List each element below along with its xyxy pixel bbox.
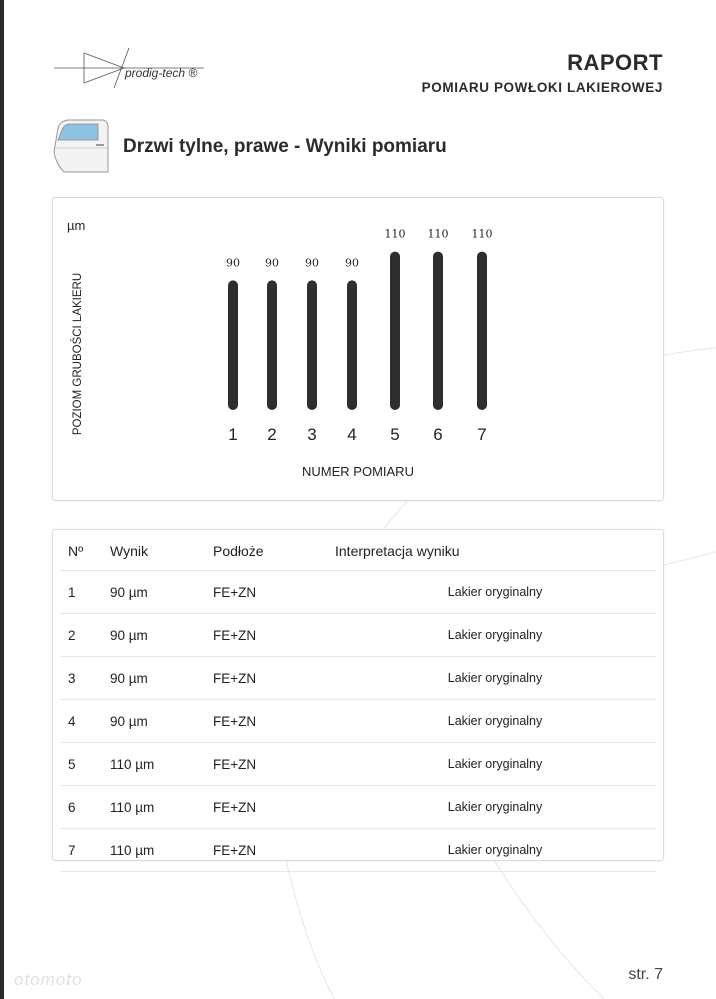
bar-6 xyxy=(433,252,443,410)
bar-3 xyxy=(307,280,317,410)
page-number: str. 7 xyxy=(628,966,663,983)
cell-no: 3 xyxy=(60,657,109,700)
x-tick-label: 6 xyxy=(433,425,443,444)
cell-podloze: FE+ZN xyxy=(201,700,334,743)
cell-wynik: 110 µm xyxy=(109,829,201,872)
x-tick-label: 7 xyxy=(477,425,487,444)
table-row xyxy=(60,700,656,743)
y-axis-label: POZIOM GRUBOŚCI LAKIERU xyxy=(72,272,84,436)
bar-value-label: 110 xyxy=(471,227,493,241)
cell-wynik: 110 µm xyxy=(109,786,201,829)
cell-no: 4 xyxy=(60,700,109,743)
car-door-icon xyxy=(52,116,112,178)
x-tick-label: 5 xyxy=(390,425,400,444)
bar-chart xyxy=(53,198,663,498)
cell-interpretacja: Lakier oryginalny xyxy=(334,700,656,743)
table-row xyxy=(60,786,656,829)
table-row xyxy=(60,571,656,614)
report-subtitle: POMIARU POWŁOKI LAKIEROWEJ xyxy=(421,80,663,95)
table-row xyxy=(60,614,656,657)
header-interpretacja: Interpretacja wyniku xyxy=(334,532,656,571)
x-tick-label: 4 xyxy=(347,425,357,444)
cell-podloze: FE+ZN xyxy=(201,786,334,829)
watermark: otomoto xyxy=(14,970,83,989)
cell-no: 1 xyxy=(60,571,109,614)
table-row xyxy=(60,743,656,786)
bar-value-label: 90 xyxy=(305,256,319,270)
cell-podloze: FE+ZN xyxy=(201,829,334,872)
results-table xyxy=(60,532,656,872)
report-title: RAPORT xyxy=(567,50,663,75)
cell-podloze: FE+ZN xyxy=(201,614,334,657)
x-tick-label: 1 xyxy=(228,425,238,444)
bar-value-label: 90 xyxy=(345,256,359,270)
x-tick-label: 3 xyxy=(307,425,317,444)
cell-no: 5 xyxy=(60,743,109,786)
table-row xyxy=(60,657,656,700)
cell-wynik: 90 µm xyxy=(109,657,201,700)
cell-wynik: 90 µm xyxy=(109,614,201,657)
section-title: Drzwi tylne, prawe - Wyniki pomiaru xyxy=(123,136,447,157)
report-page xyxy=(4,0,716,999)
results-table-card xyxy=(52,529,664,861)
bar-2 xyxy=(267,280,277,410)
bar-7 xyxy=(477,252,487,410)
x-tick-label: 2 xyxy=(267,425,277,444)
bar-value-label: 110 xyxy=(427,227,449,241)
header-no: Nº xyxy=(60,532,109,571)
bar-5 xyxy=(390,252,400,410)
header-wynik: Wynik xyxy=(109,532,201,571)
bar-4 xyxy=(347,280,357,410)
bar-1 xyxy=(228,280,238,410)
cell-interpretacja: Lakier oryginalny xyxy=(334,657,656,700)
logo-text: prodig-tech ® xyxy=(125,66,198,80)
cell-wynik: 90 µm xyxy=(109,700,201,743)
cell-interpretacja: Lakier oryginalny xyxy=(334,743,656,786)
bar-value-label: 110 xyxy=(384,227,406,241)
cell-no: 6 xyxy=(60,786,109,829)
cell-wynik: 90 µm xyxy=(109,571,201,614)
x-axis-label: NUMER POMIARU xyxy=(302,464,414,479)
cell-podloze: FE+ZN xyxy=(201,657,334,700)
bar-value-label: 90 xyxy=(265,256,279,270)
cell-no: 7 xyxy=(60,829,109,872)
cell-no: 2 xyxy=(60,614,109,657)
header-podloze: Podłoże xyxy=(201,532,334,571)
cell-interpretacja: Lakier oryginalny xyxy=(334,786,656,829)
table-row xyxy=(60,829,656,872)
chart-unit-label: µm xyxy=(67,218,86,233)
table-header-row xyxy=(60,532,656,571)
cell-interpretacja: Lakier oryginalny xyxy=(334,571,656,614)
cell-interpretacja: Lakier oryginalny xyxy=(334,829,656,872)
cell-podloze: FE+ZN xyxy=(201,571,334,614)
cell-wynik: 110 µm xyxy=(109,743,201,786)
cell-interpretacja: Lakier oryginalny xyxy=(334,614,656,657)
chart-card xyxy=(52,197,664,501)
cell-podloze: FE+ZN xyxy=(201,743,334,786)
bar-value-label: 90 xyxy=(226,256,240,270)
